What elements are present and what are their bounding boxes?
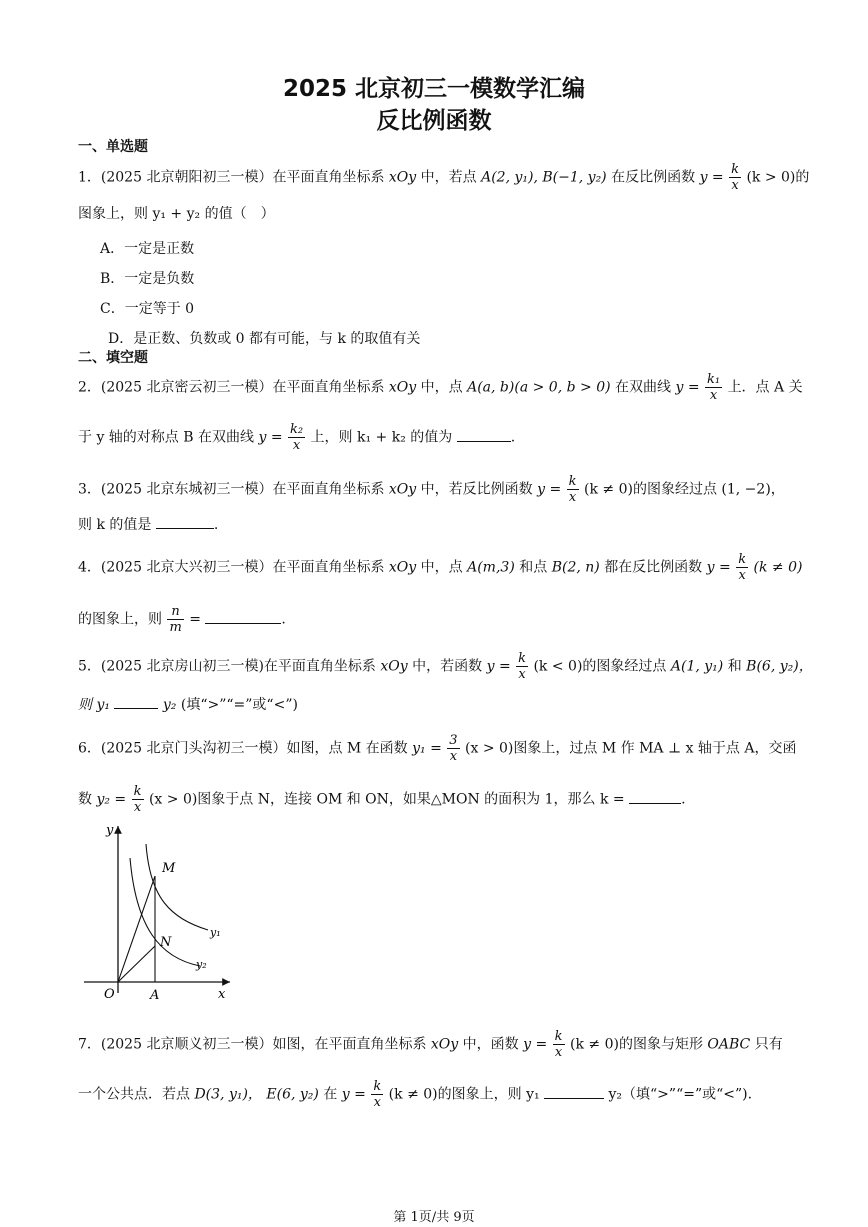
q2-text: 中，点 xyxy=(420,379,463,396)
label-x: x xyxy=(218,987,226,1002)
q5-coord-system: xOy xyxy=(380,658,408,675)
q3-coord-system: xOy xyxy=(388,481,417,498)
q6-text: 数 xyxy=(78,791,92,808)
q6-text: 6．(2025 北京门头沟初三一模）如图，点 M 在函数 xyxy=(78,740,408,757)
q6-function-y2: y₂ = xyxy=(96,791,127,808)
q4-period: . xyxy=(281,611,286,628)
q4-coord-system: xOy xyxy=(388,559,417,576)
q7-text: (k ≠ 0)的图象上，则 y₁ xyxy=(388,1086,540,1103)
q3-point: (1, −2)， xyxy=(721,481,785,498)
q7-fraction-2: $\frac{k}{x}$ xyxy=(373,1079,382,1110)
q2-text: 2．(2025 北京密云初三一模）在平面直角坐标系 xyxy=(78,379,385,396)
q4-text: 4．(2025 北京大兴初三一模）在平面直角坐标系 xyxy=(78,559,385,576)
label-y2: y₂ xyxy=(196,958,207,971)
q7-line2 xyxy=(78,1079,752,1110)
q7-text: 只有 xyxy=(754,1036,783,1053)
q1-text: 中，若点 xyxy=(420,169,477,186)
q2-point: A(a, b)(a > 0, b > 0) xyxy=(467,379,611,396)
q4-text: 中，点 xyxy=(420,559,463,576)
q2-answer-blank[interactable] xyxy=(457,427,511,442)
label-a: A xyxy=(150,988,160,1003)
section-single-choice: 一、单选题 xyxy=(78,139,148,155)
q2-text: 在双曲线 xyxy=(615,379,672,396)
q5-function: y = xyxy=(486,658,511,675)
q5-text: 5．(2025 北京房山初三一模)在平面直角坐标系 xyxy=(78,658,376,675)
q6-figure xyxy=(80,818,240,1008)
q4-condition: (k ≠ 0) xyxy=(753,559,803,576)
q2-line1 xyxy=(78,372,803,403)
q5-line2 xyxy=(78,694,298,715)
q2-text: 上．点 A 关 xyxy=(727,379,803,396)
q1-text: 1．(2025 北京朝阳初三一模）在平面直角坐标系 xyxy=(78,169,385,186)
q4-function: y = xyxy=(706,559,731,576)
q3-answer-blank[interactable] xyxy=(156,514,214,529)
q6-fraction-3x: $\frac{3}{x}$ xyxy=(449,733,458,764)
q4-point-a: A(m,3) xyxy=(467,559,515,576)
q3-line1 xyxy=(78,474,785,505)
q7-answer-blank[interactable] xyxy=(544,1084,604,1099)
q4-point-b: B(2, n) xyxy=(551,559,600,576)
q2-period: . xyxy=(510,429,516,446)
q6-period: . xyxy=(681,791,686,808)
q3-period: . xyxy=(213,517,219,533)
q6-function-y1: y₁ = xyxy=(412,740,442,757)
line-on xyxy=(118,946,155,982)
q3-text: 中，若反比例函数 xyxy=(420,481,533,498)
q5-fraction: $\frac{k}{x}$ xyxy=(518,651,527,682)
q4-text: 都在反比例函数 xyxy=(604,559,703,576)
q4-line2 xyxy=(78,604,286,635)
q6-line1 xyxy=(78,733,797,764)
q6-text: (x > 0)图象上，过点 M 作 MA ⊥ x 轴于点 A，交函 xyxy=(465,740,797,757)
label-y1: y₁ xyxy=(210,926,221,939)
q7-text: 一个公共点．若点 xyxy=(78,1086,190,1103)
q7-hint: y₂（填“>”“=”或“<”). xyxy=(608,1086,753,1103)
q4-text: 的图象上，则 xyxy=(78,611,162,628)
q7-text: 在 xyxy=(323,1086,338,1103)
q1-option-c: C．一定等于 0 xyxy=(100,301,195,317)
q1-text: 在反比例函数 xyxy=(611,169,696,186)
q1-line2: 图象上，则 y₁ + y₂ 的值（ ） xyxy=(78,206,275,222)
q2-fraction-k1: $\frac{\text{k₁}}{x}$ xyxy=(707,372,721,403)
q3-function: y = xyxy=(537,481,562,498)
q7-fraction: $\frac{k}{x}$ xyxy=(554,1029,563,1060)
q4-text: 和点 xyxy=(519,559,548,576)
q1-points: A(2, y₁), B(−1, y₂) xyxy=(481,169,607,186)
q2-text: 于 y 轴的对称点 B 在双曲线 xyxy=(78,429,254,446)
q2-text: 上，则 k₁ + k₂ 的值为 xyxy=(310,429,453,446)
q3-line2 xyxy=(78,514,218,535)
q2-function: y = xyxy=(258,429,283,446)
q5-point-a: A(1, y₁) xyxy=(670,658,724,675)
label-n: N xyxy=(160,935,172,950)
q7-coord-system: xOy xyxy=(430,1036,459,1053)
q7-point-d: D(3, y₁)， xyxy=(194,1086,262,1103)
q6-fraction-kx: $\frac{k}{x}$ xyxy=(133,784,142,815)
q7-function: y = xyxy=(523,1036,548,1053)
q3-text: (k ≠ 0)的图象经过点 xyxy=(584,481,717,498)
q1-option-b: B．一定是负数 xyxy=(100,271,195,287)
q1-function: y = xyxy=(699,169,724,186)
q7-text: (k ≠ 0)的图象与矩形 xyxy=(570,1036,703,1053)
q4-fraction: $\frac{k}{x}$ xyxy=(738,552,747,583)
q2-fraction-k2: $\frac{\text{k₂}}{x}$ xyxy=(290,422,304,453)
q6-text: (x > 0)图象于点 N，连接 OM 和 ON，如果△MON 的面积为 1，那么 k = xyxy=(148,791,625,808)
document-subtitle: 反比例函数 xyxy=(376,108,492,134)
q1-line1 xyxy=(78,162,809,193)
q1-option-d: D．是正数、负数或 0 都有可能，与 k 的取值有关 xyxy=(108,331,421,347)
label-m: M xyxy=(162,861,176,876)
q7-point-e: E(6, y₂) xyxy=(266,1086,319,1103)
q1-condition: (k > 0)的 xyxy=(746,169,810,186)
q1-coord-system: xOy xyxy=(388,169,417,186)
q5-y1: 则 y₁ xyxy=(78,697,110,713)
document-title: 2025 北京初三一模数学汇编 xyxy=(282,76,586,102)
q7-function: y = xyxy=(341,1086,366,1103)
q5-hint: (填“>”“=”或“<”) xyxy=(180,697,298,713)
q1-fraction: $\frac{k}{x}$ xyxy=(731,162,739,193)
q4-fraction-nm: $\frac{n}{m}$ xyxy=(169,604,182,635)
label-y: y xyxy=(106,823,114,838)
q2-function: y = xyxy=(675,379,700,396)
q5-text: (k < 0)的图象经过点 xyxy=(533,658,667,675)
q6-answer-blank[interactable] xyxy=(629,789,681,804)
q7-line1 xyxy=(78,1029,783,1060)
q4-answer-blank[interactable] xyxy=(205,609,281,624)
q5-text: 中，若函数 xyxy=(412,658,483,675)
q5-text: 和 xyxy=(727,658,742,675)
q5-line1 xyxy=(78,651,813,682)
page-footer: 第 1页/共 9页 xyxy=(393,1210,475,1225)
q5-point-b: B(6, y₂)， xyxy=(746,658,813,675)
q3-fraction: $\frac{k}{x}$ xyxy=(568,474,577,505)
q2-coord-system: xOy xyxy=(388,379,417,396)
q3-text: 则 k 的值是 xyxy=(78,517,152,533)
line-om xyxy=(118,876,155,982)
label-o: O xyxy=(104,987,115,1002)
q5-y2: y₂ xyxy=(162,697,177,713)
q3-text: 3．(2025 北京东城初三一模）在平面直角坐标系 xyxy=(78,481,385,498)
q7-text: 7．(2025 北京顺义初三一模）如图，在平面直角坐标系 xyxy=(78,1036,427,1053)
section-fill-blank: 二、填空题 xyxy=(78,350,148,366)
q4-equals: = xyxy=(189,611,201,628)
q7-rectangle: OABC xyxy=(707,1036,751,1053)
q5-answer-blank[interactable] xyxy=(114,694,158,709)
q7-text: 中，函数 xyxy=(462,1036,519,1053)
q1-option-a: A．一定是正数 xyxy=(100,241,195,257)
q6-line2 xyxy=(78,784,686,815)
q2-line2 xyxy=(78,422,515,453)
q4-line1 xyxy=(78,552,802,583)
